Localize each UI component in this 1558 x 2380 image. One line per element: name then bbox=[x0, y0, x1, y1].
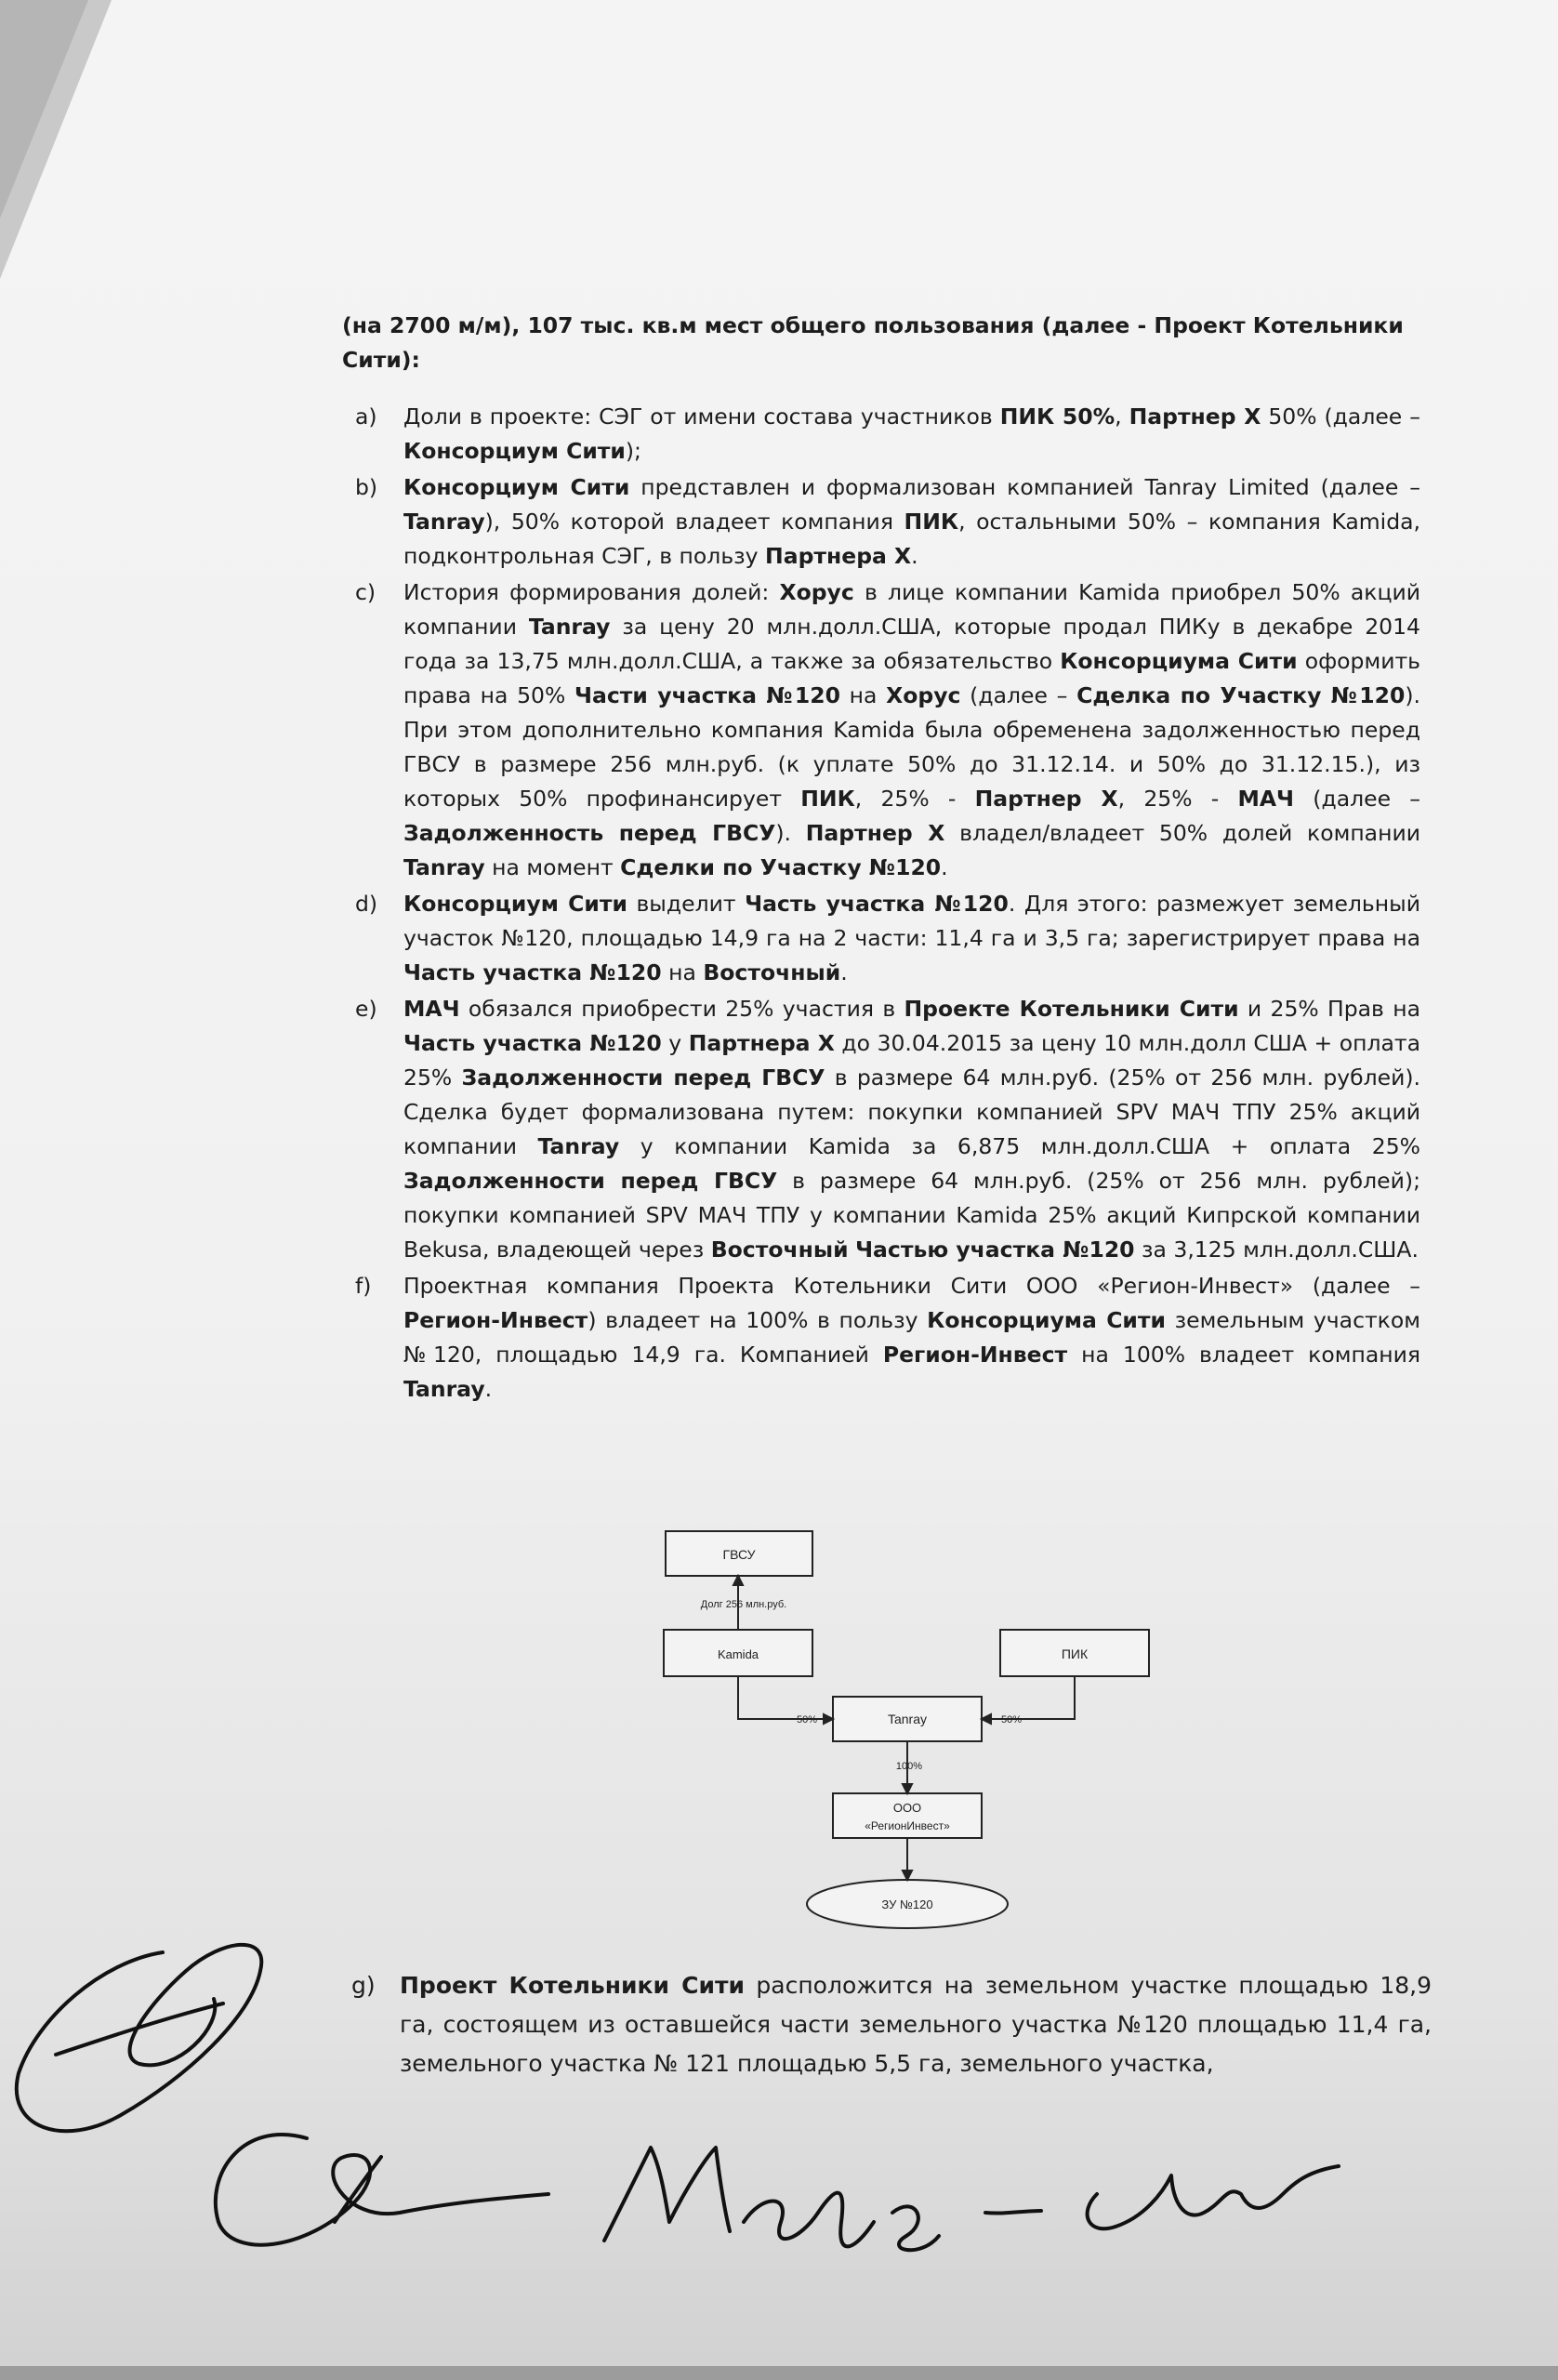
list-item bbox=[342, 575, 1420, 885]
item-text-run: на bbox=[661, 959, 704, 985]
item-text-run: (далее – bbox=[1294, 786, 1421, 812]
item-bold-term: ПИК bbox=[904, 509, 959, 535]
list-item bbox=[342, 470, 1420, 574]
item-label: d) bbox=[355, 891, 378, 917]
item-text-run: владел/владеет 50% долей компании bbox=[944, 820, 1420, 846]
item-text-run: в лице компании Kamida приобрел 50% акций компании bbox=[403, 579, 1420, 640]
right-share-label: 50% bbox=[1000, 1714, 1023, 1726]
item-text-run: , остальными 50% – компания Kamida, подконтрольная СЭГ, в пользу bbox=[403, 509, 1420, 569]
tanray-label: Tanray bbox=[887, 1712, 928, 1726]
item-text-run: представлен и формализован компанией Tanray Limited (далее – bbox=[629, 474, 1420, 500]
item-bold-term: Регион-Инвест bbox=[882, 1342, 1068, 1368]
item-text-run: ), 50% которой владеет компания bbox=[484, 509, 904, 535]
item-bold-term: Консорциум Сити bbox=[403, 891, 627, 917]
list-item bbox=[342, 992, 1420, 1267]
item-text-run: выделит bbox=[627, 891, 746, 917]
item-bold-term: Задолженности перед ГВСУ bbox=[403, 1168, 778, 1194]
down-share-label: 100% bbox=[895, 1761, 923, 1772]
item-bold-term: Консорциум Сити bbox=[403, 474, 630, 500]
item-text-run: Проектная компания Проекта Котельники Сити ООО «Регион-Инвест» (далее – bbox=[403, 1273, 1420, 1299]
item-bold-term: МАЧ bbox=[403, 996, 460, 1022]
item-text bbox=[403, 996, 1420, 1263]
item-text-run: , 25% - bbox=[1117, 786, 1238, 812]
item-text-run: обязался приобрести 25% участия в bbox=[459, 996, 904, 1022]
item-label: c) bbox=[355, 579, 376, 605]
item-text-run: расположится на земельном участке площадью 18,9 га, состоящем из оставшейся части земельного участка №120 площадью 11,4 га, земельного участка № 121 площадью 5,5 га, земельного участка, bbox=[400, 1972, 1432, 2077]
item-bold-term: ПИК bbox=[800, 786, 855, 812]
item-bold-term: Регион-Инвест bbox=[403, 1307, 588, 1333]
item-text-run: и 25% Прав на bbox=[1238, 996, 1420, 1022]
item-bold-term: Консорциума Сити bbox=[1060, 648, 1298, 674]
gvsu-label: ГВСУ bbox=[722, 1547, 756, 1562]
item-text bbox=[403, 579, 1420, 880]
item-text bbox=[403, 891, 1420, 985]
intro-text: (на 2700 м/м), 107 тыс. кв.м мест общего пользования (далее - Проект Котельники Сити): bbox=[342, 312, 1404, 373]
item-label: g) bbox=[351, 1972, 376, 1999]
item-text-run: в размере 64 млн.руб. (25% от 256 млн. рублей); покупки компанией SPV МАЧ ТПУ у компании Kamida 25% акций Кипрской компании Bekusa, владеющей через bbox=[403, 1168, 1421, 1263]
item-text-run: на момент bbox=[484, 854, 621, 880]
item-list bbox=[342, 400, 1420, 1407]
item-bold-term: Проект Котельники Сити bbox=[400, 1972, 746, 1999]
item-text-run: . bbox=[840, 959, 848, 985]
item-text-run: земельным участком №120, площадью 14,9 га. Компанией bbox=[403, 1307, 1420, 1368]
item-bold-term: МАЧ bbox=[1237, 786, 1295, 812]
item-bold-term: Tanray bbox=[537, 1133, 620, 1159]
body-text bbox=[342, 309, 1420, 1408]
item-bold-term: Часть участка №120 bbox=[403, 1030, 662, 1056]
item-text-run: ) владеет на 100% в пользу bbox=[588, 1307, 928, 1333]
item-text-run: на bbox=[839, 682, 887, 708]
item-bold-term: Часть участка №120 bbox=[745, 891, 1009, 917]
item-bold-term: Tanray bbox=[403, 854, 485, 880]
item-text-run: (далее – bbox=[960, 682, 1077, 708]
item-bold-term: Части участка №120 bbox=[574, 682, 840, 708]
item-text bbox=[403, 474, 1420, 569]
list-item bbox=[342, 887, 1420, 990]
kamida-tanray-arrow bbox=[738, 1676, 827, 1719]
item-label: e) bbox=[355, 996, 377, 1022]
region-line1: ООО bbox=[892, 1801, 922, 1815]
pik-label: ПИК bbox=[1061, 1646, 1089, 1661]
item-bold-term: Tanray bbox=[403, 1376, 485, 1402]
intro-paragraph bbox=[342, 309, 1420, 377]
item-text-run: 50% (далее – bbox=[1261, 403, 1420, 430]
item-bold-term: Проекте Котельники Сити bbox=[904, 996, 1239, 1022]
item-text-run: у bbox=[661, 1030, 689, 1056]
item-bold-term: Консорциум Сити bbox=[403, 438, 626, 464]
item-label: a) bbox=[355, 403, 377, 430]
item-text-run: на 100% владеет компания bbox=[1067, 1342, 1420, 1368]
item-label: b) bbox=[355, 474, 378, 500]
item-text-run: Доли в проекте: СЭГ от имени состава участников bbox=[403, 403, 1000, 430]
item-bold-term: Сделка по Участку №120 bbox=[1076, 682, 1406, 708]
handwritten-signatures bbox=[0, 1915, 1558, 2287]
signatures bbox=[0, 1915, 1558, 2287]
item-text-run: , bbox=[1115, 403, 1129, 430]
item-bold-term: Партнер Х bbox=[974, 786, 1118, 812]
item-text-run: ). При этом дополнительно компания Kamida была обременена задолженностью перед ГВСУ в размере 256 млн.руб. (к уплате 50% до 31.12.14. и 50% до 31.12.15.), из которых 50% профинансирует bbox=[403, 682, 1420, 812]
item-text-run: за 3,125 млн.долл.США. bbox=[1134, 1236, 1419, 1263]
kamida-label: Kamida bbox=[717, 1647, 759, 1661]
item-text-run: . Для этого: размежует земельный участок №120, площадью 14,9 га на 2 части: 11,4 га и 3,5 га; зарегистрирует права на bbox=[403, 891, 1420, 951]
item-text-run: за цену 20 млн.долл.США, которые продал ПИКу в декабре 2014 года за 13,75 млн.долл.США, а также за обязательство bbox=[403, 614, 1420, 674]
item-bold-term: Восточный bbox=[703, 959, 841, 985]
item-label: f) bbox=[355, 1273, 372, 1299]
item-text-run: оформить права на 50% bbox=[403, 648, 1421, 708]
item-bold-term: Партнер Х bbox=[1129, 403, 1261, 430]
left-share-label: 50% bbox=[796, 1714, 818, 1726]
item-text bbox=[403, 403, 1420, 464]
item-text-run: , 25% - bbox=[854, 786, 975, 812]
ownership-diagram bbox=[651, 1520, 1171, 1938]
item-text-run: до 30.04.2015 за цену 10 млн.долл США + оплата 25% bbox=[403, 1030, 1420, 1091]
item-bold-term: Партнера Х bbox=[688, 1030, 835, 1056]
region-line2: «РегионИнвест» bbox=[865, 1819, 950, 1832]
item-text-run: . bbox=[484, 1376, 493, 1402]
item-bold-term: Хорус bbox=[779, 579, 854, 605]
item-bold-term: Задолженность перед ГВСУ bbox=[403, 820, 776, 846]
pik-tanray-arrow bbox=[987, 1676, 1075, 1719]
item-text-run: . bbox=[941, 854, 948, 880]
debt-label: Долг 256 млн.руб. bbox=[700, 1599, 787, 1610]
item-text bbox=[403, 1273, 1420, 1402]
item-bold-term: Партнера Х bbox=[765, 543, 912, 569]
item-text-run: ). bbox=[775, 820, 806, 846]
item-text-run bbox=[849, 1236, 855, 1263]
item-bold-term: Часть участка №120 bbox=[403, 959, 662, 985]
item-bold-term: Партнер Х bbox=[805, 820, 945, 846]
item-text-run: . bbox=[911, 543, 918, 569]
list-item bbox=[342, 1269, 1420, 1407]
zu-label: ЗУ №120 bbox=[881, 1897, 933, 1911]
item-bold-term: Задолженности перед ГВСУ bbox=[461, 1064, 825, 1091]
item-text-run: в размере 64 млн.руб. (25% от 256 млн. рублей). Сделка будет формализована путем: покупки компанией SPV МАЧ ТПУ 25% акций компании bbox=[403, 1064, 1421, 1159]
item-bold-term: Восточный bbox=[710, 1236, 849, 1263]
item-bold-term: Консорциума Сити bbox=[927, 1307, 1166, 1333]
item-bold-term: Tanray bbox=[528, 614, 611, 640]
folded-corner-shadow bbox=[0, 0, 1558, 298]
item-text-run: ); bbox=[625, 438, 641, 464]
item-bold-term: Хорус bbox=[886, 682, 961, 708]
item-bold-term: Tanray bbox=[403, 509, 485, 535]
item-bold-term: Сделки по Участку №120 bbox=[620, 854, 942, 880]
list-item bbox=[342, 400, 1420, 469]
item-text-run: у компании Kamida за 6,875 млн.долл.США + оплата 25% bbox=[619, 1133, 1420, 1159]
item-bold-term: Частью участка №120 bbox=[855, 1236, 1135, 1263]
item-bold-term: ПИК 50% bbox=[999, 403, 1116, 430]
item-text-run: История формирования долей: bbox=[403, 579, 780, 605]
